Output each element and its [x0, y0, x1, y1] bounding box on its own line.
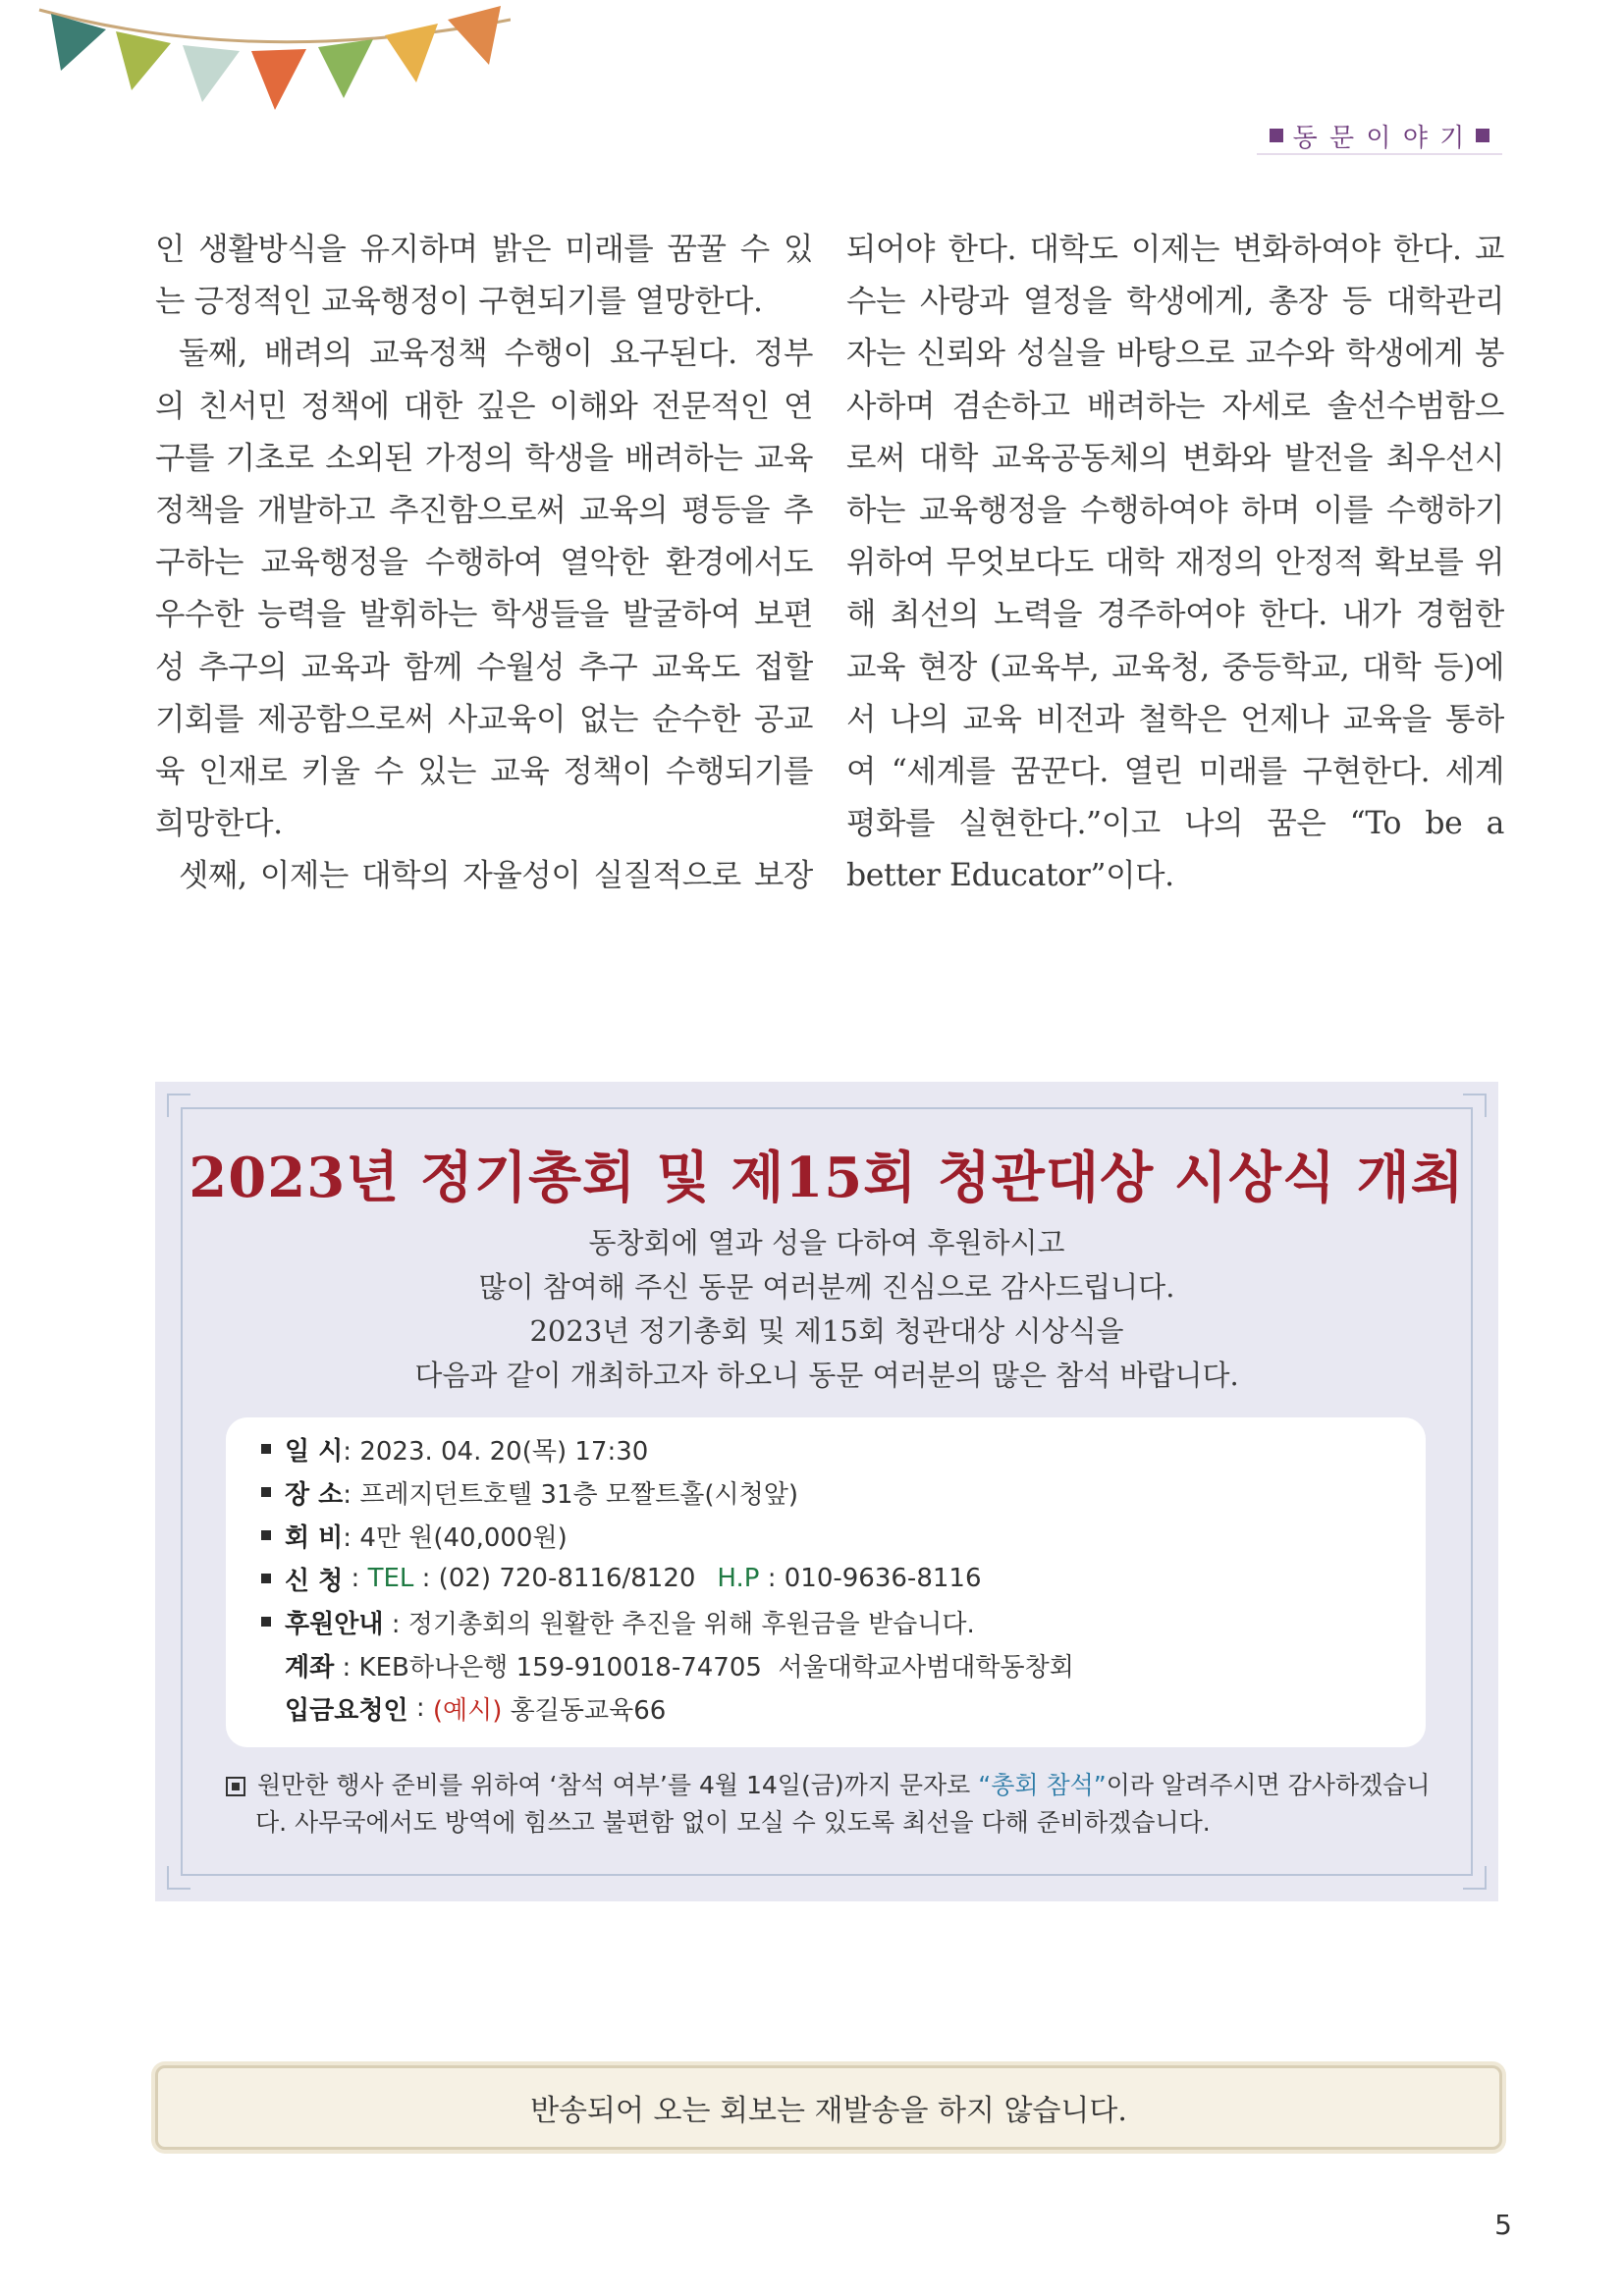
text-line: better Educator”이다.	[846, 858, 1174, 894]
footnote-line: 원만한 행사 준비를 위하여 ‘참석 여부’를 4월 14일(금)까지 문자로 “총회 참석”이라 알려주시면 감사하겠습니	[226, 1767, 1434, 1804]
intro-line: 2023년 정기총회 및 제15회 청관대상 시상식을	[529, 1314, 1124, 1348]
depositor-separator: :	[407, 1693, 433, 1723]
date-label: 일 시	[285, 1436, 344, 1467]
hp-label: H.P	[717, 1564, 760, 1593]
return-notice-text: 반송되어 오는 회보는 재발송을 하지 않습니다.	[530, 2094, 1127, 2128]
boxed-square-icon	[226, 1777, 245, 1796]
date-row	[261, 1429, 648, 1468]
tel-value: : (02) 720-8116/8120	[413, 1564, 696, 1593]
frame-corner-ornament	[167, 1094, 190, 1117]
depositor-example: (예시)	[432, 1695, 503, 1726]
text-line: 구를 기초로 소외된 가정의 학생을 배려하는 교육	[155, 440, 813, 476]
text-line: 서 나의 교육 비전과 철학은 언제나 교육을 통하	[846, 701, 1504, 737]
support-value: : 정기총회의 원활한 추진을 위해 후원금을 받습니다.	[383, 1609, 975, 1639]
text-line: 하는 교육행정을 수행하여야 하며 이를 수행하기	[846, 492, 1504, 528]
text-line: 성 추구의 교육과 함께 수월성 추구 교육도 접할	[155, 649, 813, 685]
apply-row	[261, 1559, 981, 1598]
event-info-box	[226, 1417, 1426, 1747]
article-left-column	[155, 224, 813, 902]
place-label: 장 소	[285, 1479, 344, 1510]
account-value: : KEB하나은행 159-910018-74705 서울대학교사범대학동창회	[334, 1652, 1074, 1682]
apply-separator: :	[343, 1564, 368, 1593]
square-bullet-icon	[261, 1574, 271, 1583]
tel-label: TEL	[367, 1564, 414, 1593]
apply-label: 신 청	[285, 1566, 344, 1596]
place-value: : 프레지던트호텔 31층 모짤트홀(시청앞)	[343, 1479, 798, 1510]
article-right-column	[846, 224, 1504, 902]
text-line: 사하며 겸손하고 배려하는 자세로 솔선수범함으	[846, 388, 1504, 424]
support-row	[261, 1602, 975, 1641]
fee-row	[261, 1516, 568, 1555]
square-bullet-icon	[261, 1444, 271, 1454]
text-line: 수는 사랑과 열정을 학생에게, 총장 등 대학관리	[846, 284, 1504, 320]
intro-line: 다음과 같이 개최하고자 하오니 동문 여러분의 많은 참석 바랍니다.	[414, 1359, 1239, 1392]
text-line: 해 최선의 노력을 경주하여야 한다. 내가 경험한	[846, 597, 1504, 633]
text-line: 평화를 실현한다.”이고 나의 꿈은 “To be a	[846, 806, 1504, 842]
fee-label: 회 비	[285, 1522, 344, 1553]
square-bullet-icon	[1476, 129, 1489, 142]
support-label: 후원안내	[285, 1609, 384, 1639]
text-line: 인 생활방식을 유지하며 밝은 미래를 꿈꿀 수 있	[155, 232, 813, 267]
rsvp-keyword: “총회 참석”	[978, 1771, 1107, 1799]
frame-corner-ornament	[167, 1866, 190, 1890]
bunting-decoration	[0, 0, 511, 137]
square-bullet-icon	[261, 1530, 271, 1540]
text-line: 구하는 교육행정을 수행하여 열악한 환경에서도	[155, 545, 813, 581]
meeting-notice-panel	[155, 1082, 1498, 1901]
place-row	[261, 1472, 798, 1512]
square-bullet-icon	[1270, 129, 1283, 142]
square-bullet-icon	[261, 1487, 271, 1497]
page-number: 5	[1494, 2209, 1512, 2241]
section-label-text: 동 문 이 야 기	[1292, 123, 1467, 153]
text-line: 희망한다.	[155, 806, 283, 842]
account-label: 계좌	[285, 1652, 335, 1682]
text-line: 육 인재로 키울 수 있는 교육 정책이 수행되기를	[155, 753, 813, 789]
footnote-line: 다. 사무국에서도 방역에 힘쓰고 불편함 없이 모실 수 있도록 최선을 다해 준비하겠습니다.	[255, 1808, 1211, 1837]
text-line: 교육 현장 (교육부, 교육청, 중등학교, 대학 등)에	[846, 649, 1504, 685]
text-line: 기회를 제공함으로써 사교육이 없는 순수한 공교	[155, 701, 813, 737]
text-line: 둘째, 배려의 교육정책 수행이 요구된다. 정부	[179, 336, 813, 372]
return-notice-box	[155, 2065, 1502, 2150]
rsvp-footnote	[226, 1767, 1434, 1842]
frame-corner-ornament	[1463, 1094, 1487, 1117]
text-line: 의 친서민 정책에 대한 깊은 이해와 전문적인 연	[155, 388, 813, 424]
fee-value: : 4만 원(40,000원)	[343, 1522, 568, 1553]
date-value: : 2023. 04. 20(목) 17:30	[343, 1436, 649, 1467]
text-line: 자는 신뢰와 성실을 바탕으로 교수와 학생에게 봉	[846, 336, 1504, 372]
text-line: 정책을 개발하고 추진함으로써 교육의 평등을 추	[155, 492, 813, 528]
intro-line: 많이 참여해 주신 동문 여러분께 진심으로 감사드립니다.	[478, 1270, 1175, 1304]
text-line: 위하여 무엇보다도 대학 재정의 안정적 확보를 위	[846, 545, 1504, 581]
depositor-value: 홍길동교육66	[502, 1695, 667, 1726]
intro-line: 동창회에 열과 성을 다하여 후원하시고	[588, 1226, 1065, 1259]
frame-corner-ornament	[1463, 1866, 1487, 1890]
text-line: 되어야 한다. 대학도 이제는 변화하여야 한다. 교	[846, 232, 1504, 267]
section-label	[1257, 118, 1502, 155]
depositor-label: 입금요청인	[285, 1695, 408, 1726]
account-row	[261, 1645, 1074, 1684]
notice-intro	[155, 1221, 1498, 1398]
text-line: 여 “세계를 꿈꾼다. 열린 미래를 구현한다. 세계	[846, 753, 1504, 789]
text-line: 셋째, 이제는 대학의 자율성이 실질적으로 보장	[179, 858, 813, 894]
depositor-row	[261, 1688, 666, 1728]
square-bullet-icon	[261, 1617, 271, 1627]
text-line: 는 긍정적인 교육행정이 구현되기를 열망한다.	[155, 284, 763, 320]
notice-title: 2023년 정기총회 및 제15회 청관대상 시상식 개최	[189, 1146, 1465, 1210]
hp-value: : 010-9636-8116	[759, 1564, 982, 1593]
text-line: 로써 대학 교육공동체의 변화와 발전을 최우선시	[846, 440, 1504, 476]
text-line: 우수한 능력을 발휘하는 학생들을 발굴하여 보편	[155, 597, 813, 633]
